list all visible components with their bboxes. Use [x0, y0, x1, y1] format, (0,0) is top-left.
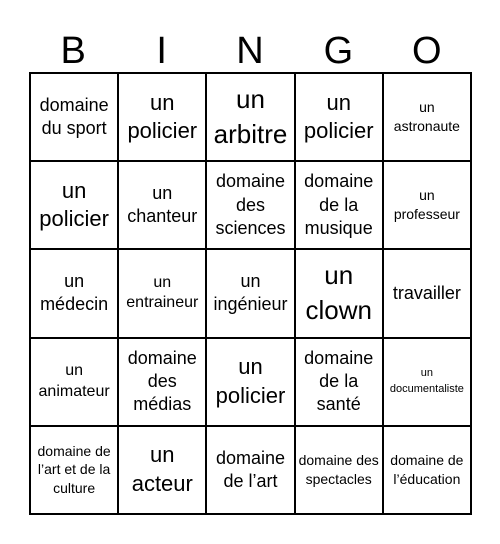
bingo-cell[interactable]: domaine de l’éducation	[383, 426, 471, 514]
bingo-cell[interactable]: domaine de la santé	[295, 338, 383, 426]
bingo-cell[interactable]: domaine des spectacles	[295, 426, 383, 514]
bingo-cell[interactable]: un policier	[118, 73, 206, 161]
bingo-cell[interactable]: un professeur	[383, 161, 471, 249]
bingo-cell[interactable]: domaine des médias	[118, 338, 206, 426]
bingo-cell[interactable]: un clown	[295, 249, 383, 337]
bingo-cell[interactable]: un policier	[295, 73, 383, 161]
bingo-cell[interactable]: un entraineur	[118, 249, 206, 337]
bingo-cell[interactable]: un astronaute	[383, 73, 471, 161]
bingo-cell[interactable]: un animateur	[30, 338, 118, 426]
bingo-cell[interactable]: domaine des sciences	[206, 161, 294, 249]
header-letter-g: G	[323, 30, 354, 72]
bingo-cell[interactable]: un acteur	[118, 426, 206, 514]
header-letter-i: I	[156, 30, 167, 72]
bingo-cell[interactable]: un policier	[206, 338, 294, 426]
bingo-cell[interactable]: un policier	[30, 161, 118, 249]
header-letter-o: O	[412, 30, 442, 72]
bingo-cell[interactable]: travailler	[383, 249, 471, 337]
bingo-cell[interactable]: domaine de l’art	[206, 426, 294, 514]
header-letter-b: B	[60, 30, 86, 72]
bingo-header	[29, 30, 471, 72]
bingo-cell[interactable]: un documentaliste	[383, 338, 471, 426]
bingo-cell[interactable]: un médecin	[30, 249, 118, 337]
bingo-cell[interactable]: un arbitre	[206, 73, 294, 161]
bingo-cell[interactable]: un chanteur	[118, 161, 206, 249]
bingo-cell[interactable]: domaine de la musique	[295, 161, 383, 249]
bingo-cell[interactable]: un ingénieur	[206, 249, 294, 337]
header-letter-n: N	[236, 30, 264, 72]
bingo-cell[interactable]: domaine de l’art et de la culture	[30, 426, 118, 514]
bingo-card-grid	[29, 72, 472, 515]
bingo-cell[interactable]: domaine du sport	[30, 73, 118, 161]
